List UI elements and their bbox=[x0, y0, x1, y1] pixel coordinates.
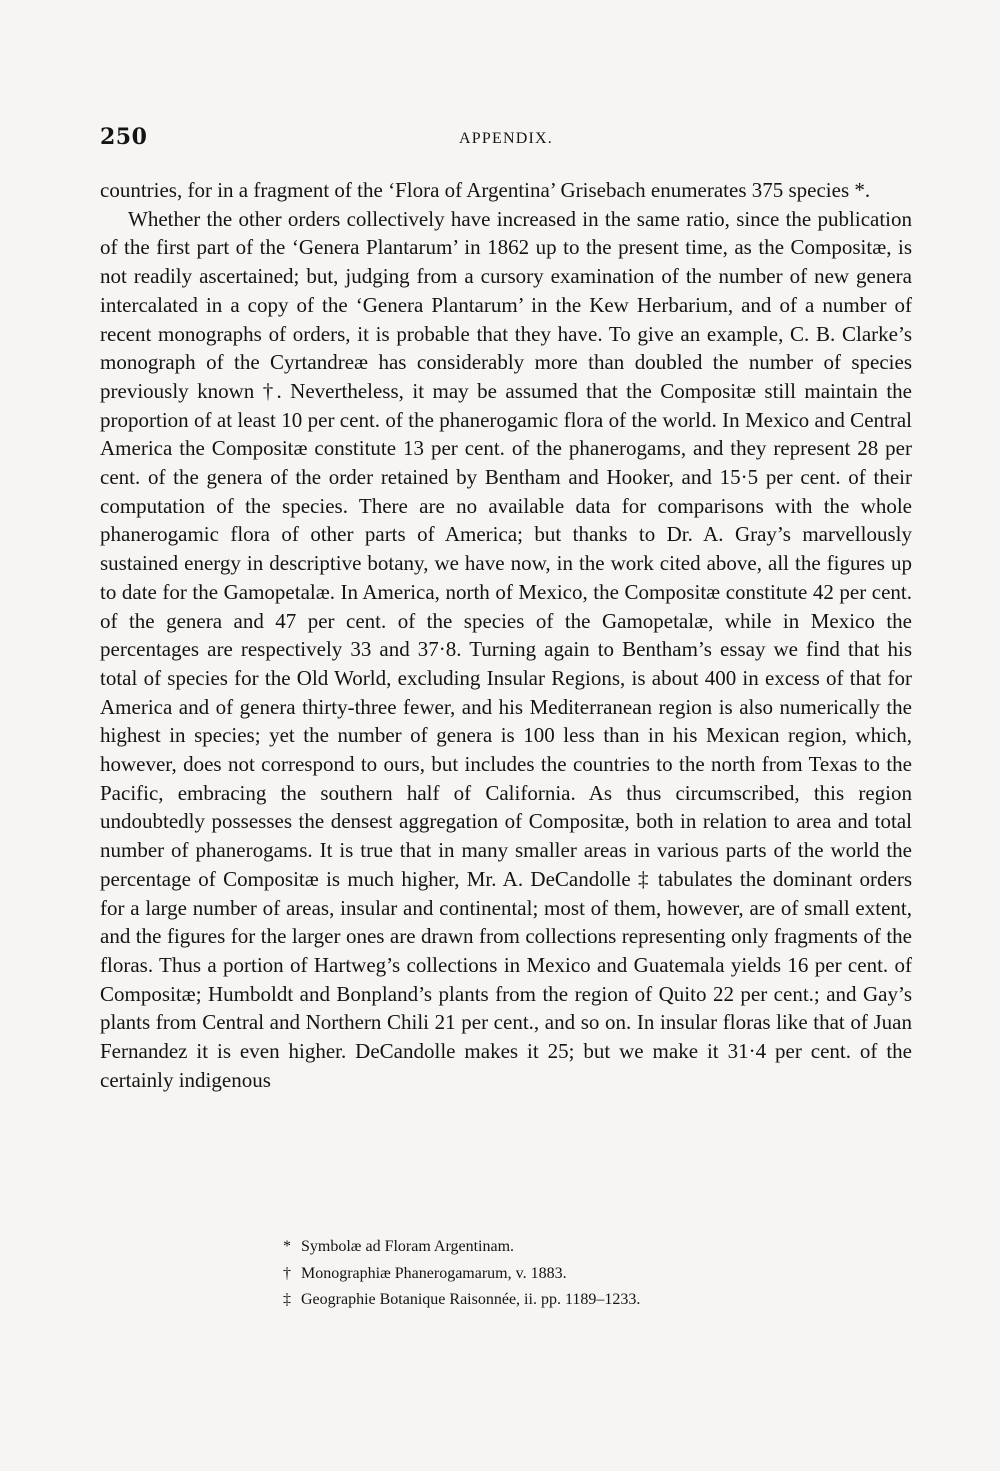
paragraph-continued: countries, for in a fragment of the ‘Flora of Argentina’ Grisebach enumerates 375 species *. bbox=[100, 178, 871, 202]
footnote-text: Symbolæ ad Floram Argentinam. bbox=[301, 1238, 515, 1255]
page-number: 250 bbox=[100, 124, 148, 150]
running-head: APPENDIX. bbox=[459, 130, 553, 147]
body-text bbox=[100, 176, 912, 1095]
footnote-mark: * bbox=[283, 1238, 291, 1255]
footnote-mark: ‡ bbox=[283, 1291, 291, 1308]
footnote-double-dagger bbox=[283, 1287, 883, 1314]
footnote-mark: † bbox=[283, 1264, 291, 1282]
footnote-text: Geographie Botanique Raisonnée, ii. pp. 1189–1233. bbox=[301, 1291, 641, 1308]
page-header bbox=[100, 124, 912, 164]
paragraph-main: Whether the other orders collectively have increased in the same ratio, since the publication of the first part of the ‘Genera Plantarum’ in 1862 up to the present time, as the Compositæ, is not readily ascertained; but, judging from a cursory examination of the number of new genera intercalated in a copy of the ‘Genera Plantarum’ in the Kew Herbarium, and of a number of recent monographs of orders, it is probable that they have. To give an example, C. B. Clarke’s monograph of the Cyrtandreæ has considerably more than doubled the number of species previously known †. Nevertheless, it may be assumed that the Compositæ still maintain the proportion of at least 10 per cent. of the phanerogamic flora of the world. In Mexico and Central America the Compositæ constitute 13 per cent. of the phanerogams, and they represent 28 per cent. of the genera of the order retained by Bentham and Hooker, and 15·5 per cent. of their computation of the species. There are no available data for comparisons with the whole phanerogamic flora of other parts of America; but thanks to Dr. A. Gray’s marvellously sustained energy in descriptive botany, we have now, in the work cited above, all the figures up to date for the Gamopetalæ. In America, north of Mexico, the Compositæ constitute 42 per cent. of the genera and 47 per cent. of the species of the Gamopetalæ, while in Mexico the percentages are respectively 33 and 37·8. Turning again to Bentham’s essay we find that his total of species for the Old World, excluding Insular Regions, is about 400 in excess of that for America and of genera thirty-three fewer, and his Mediterranean region is also numerically the highest in species; yet the number of genera is 100 less than in his Mexican region, which, however, does not correspond to ours, but includes the countries to the north from Texas to the Pacific, embracing the southern half of California. As thus circumscribed, this region undoubtedly possesses the densest aggregation of Compositæ, both in relation to area and total number of phanerogams. It is true that in many smaller areas in various parts of the world the percentage of Compositæ is much higher, Mr. A. DeCandolle ‡ tabulates the dominant orders for a large number of areas, insular and continental; most of them, however, are of small extent, and the figures for the larger ones are drawn from collections representing only fragments of the floras. Thus a portion of Hartweg’s collections in Mexico and Guatemala yields 16 per cent. of Compositæ; Humboldt and Bonpland’s plants from the region of Quito 22 per cent.; and Gay’s plants from Central and Northern Chili 21 per cent., and so on. In insular floras like that of Juan Fernandez it is even higher. DeCandolle makes it 25; but we make it 31·4 per cent. of the certainly indigenous bbox=[100, 206, 912, 1092]
footnotes bbox=[283, 1234, 883, 1314]
footnote-dagger bbox=[283, 1261, 883, 1288]
footnote-text: Monographiæ Phanerogamarum, v. 1883. bbox=[301, 1264, 567, 1282]
footnote-asterisk bbox=[283, 1234, 883, 1261]
